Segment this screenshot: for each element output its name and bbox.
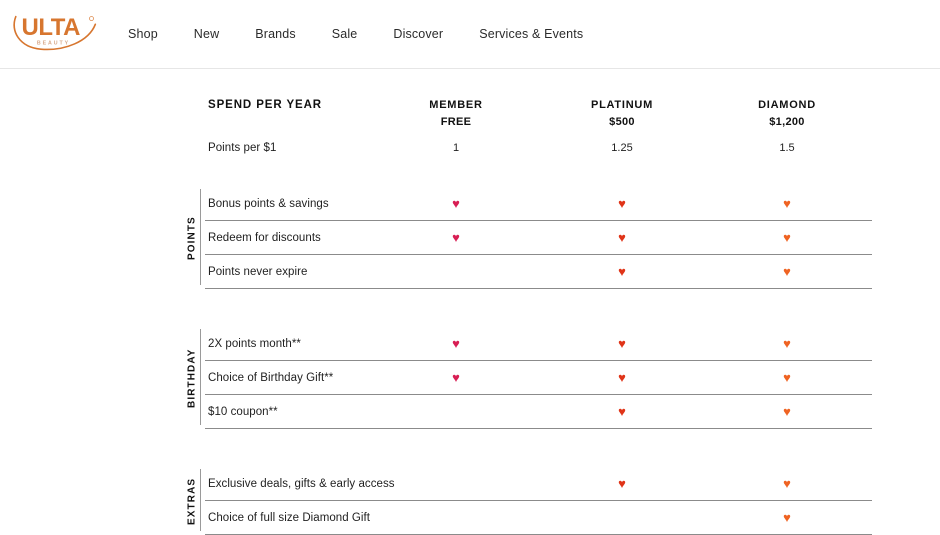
row-label: 2X points month** [208,338,301,350]
heart-icon: ♥ [783,475,791,491]
heart-icon: ♥ [618,263,626,279]
cell-platinum: 1.25 [611,142,633,154]
heart-icon: ♥ [783,403,791,419]
heart-icon: ♥ [618,335,626,351]
cell-platinum [562,395,682,429]
table-header-row [0,69,940,131]
cell-diamond [727,327,847,361]
section-gap [0,165,940,187]
cell-member [396,327,516,361]
table-row-points-per-dollar [0,131,940,165]
row-label: Points per $1 [208,142,277,154]
nav-item-shop[interactable]: Shop [128,27,158,42]
cell-diamond [727,395,847,429]
tier-price-member: FREE [440,116,472,129]
nav-item-brands[interactable]: Brands [255,27,296,42]
cell-platinum [562,501,682,535]
section-label-extras: EXTRAS [186,477,198,525]
heart-icon: ♥ [783,369,791,385]
heart-icon: ♥ [783,335,791,351]
row-label: Choice of full size Diamond Gift [208,512,371,524]
table-row [0,467,940,501]
svg-text:BEAUTY: BEAUTY [36,40,71,47]
table-section [0,327,940,429]
heart-icon: ♥ [618,403,626,419]
tier-price-diamond: $1,200 [769,116,805,129]
heart-icon: ♥ [452,335,460,351]
table-row [0,361,940,395]
cell-member [396,395,516,429]
ulta-beauty-logo[interactable] [9,8,105,54]
heart-icon: ♥ [618,369,626,385]
table-section [0,467,940,535]
row-label: $10 coupon** [208,406,278,418]
cell-diamond: 1.5 [779,142,795,154]
heart-icon: ♥ [783,509,791,525]
table-sections [0,165,940,535]
row-label: Bonus points & savings [208,198,329,210]
main-nav [128,0,583,69]
section-label-birthday: BIRTHDAY [186,348,198,408]
table-row [0,395,940,429]
section-bracket [200,469,201,531]
cell-member [396,221,516,255]
cell-diamond [727,221,847,255]
tier-name-platinum: PLATINUM [590,99,653,111]
table-section [0,187,940,289]
cell-member [396,361,516,395]
cell-member [396,501,516,535]
heart-icon: ♥ [618,195,626,211]
heart-icon: ♥ [618,229,626,245]
nav-item-sale[interactable]: Sale [331,27,358,42]
cell-platinum [562,221,682,255]
table-row [0,255,940,289]
tier-name-diamond: DIAMOND [758,99,816,111]
heart-icon: ♥ [452,229,460,245]
section-bracket [200,329,201,425]
column-header-spend-per-year: SPEND PER YEAR [208,99,322,111]
cell-diamond [727,187,847,221]
section-gap [0,289,940,327]
cell-diamond [727,361,847,395]
table-row [0,327,940,361]
tier-price-platinum: $500 [609,116,635,129]
column-header-diamond [727,97,847,131]
cell-platinum [562,467,682,501]
table-root [0,69,940,535]
heart-icon: ♥ [783,263,791,279]
table-row [0,187,940,221]
cell-diamond [727,255,847,289]
section-gap [0,429,940,467]
nav-item-new[interactable]: New [193,27,220,42]
section-bracket [200,189,201,285]
heart-icon: ♥ [452,369,460,385]
cell-platinum [562,255,682,289]
row-label: Choice of Birthday Gift** [208,372,334,384]
svg-text:ULTA: ULTA [21,13,80,41]
section-label-points: POINTS [186,216,198,260]
nav-item-services-events[interactable]: Services & Events [479,27,584,42]
heart-icon: ♥ [783,229,791,245]
cell-diamond [727,467,847,501]
cell-member [396,255,516,289]
cell-platinum [562,327,682,361]
column-header-platinum [562,97,682,131]
tier-name-member: MEMBER [429,99,483,111]
cell-platinum [562,361,682,395]
heart-icon: ♥ [618,475,626,491]
row-label: Exclusive deals, gifts & early access [208,478,395,490]
rewards-comparison-table [0,69,940,525]
nav-item-discover[interactable]: Discover [393,27,444,42]
table-row [0,501,940,535]
column-header-member [396,97,516,131]
table-row [0,221,940,255]
row-label: Points never expire [208,266,308,278]
cell-member [396,467,516,501]
cell-platinum [562,187,682,221]
heart-icon: ♥ [452,195,460,211]
site-header [0,0,940,69]
cell-diamond [727,501,847,535]
row-label: Redeem for discounts [208,232,321,244]
cell-member: 1 [452,142,460,154]
cell-member [396,187,516,221]
heart-icon: ♥ [783,195,791,211]
